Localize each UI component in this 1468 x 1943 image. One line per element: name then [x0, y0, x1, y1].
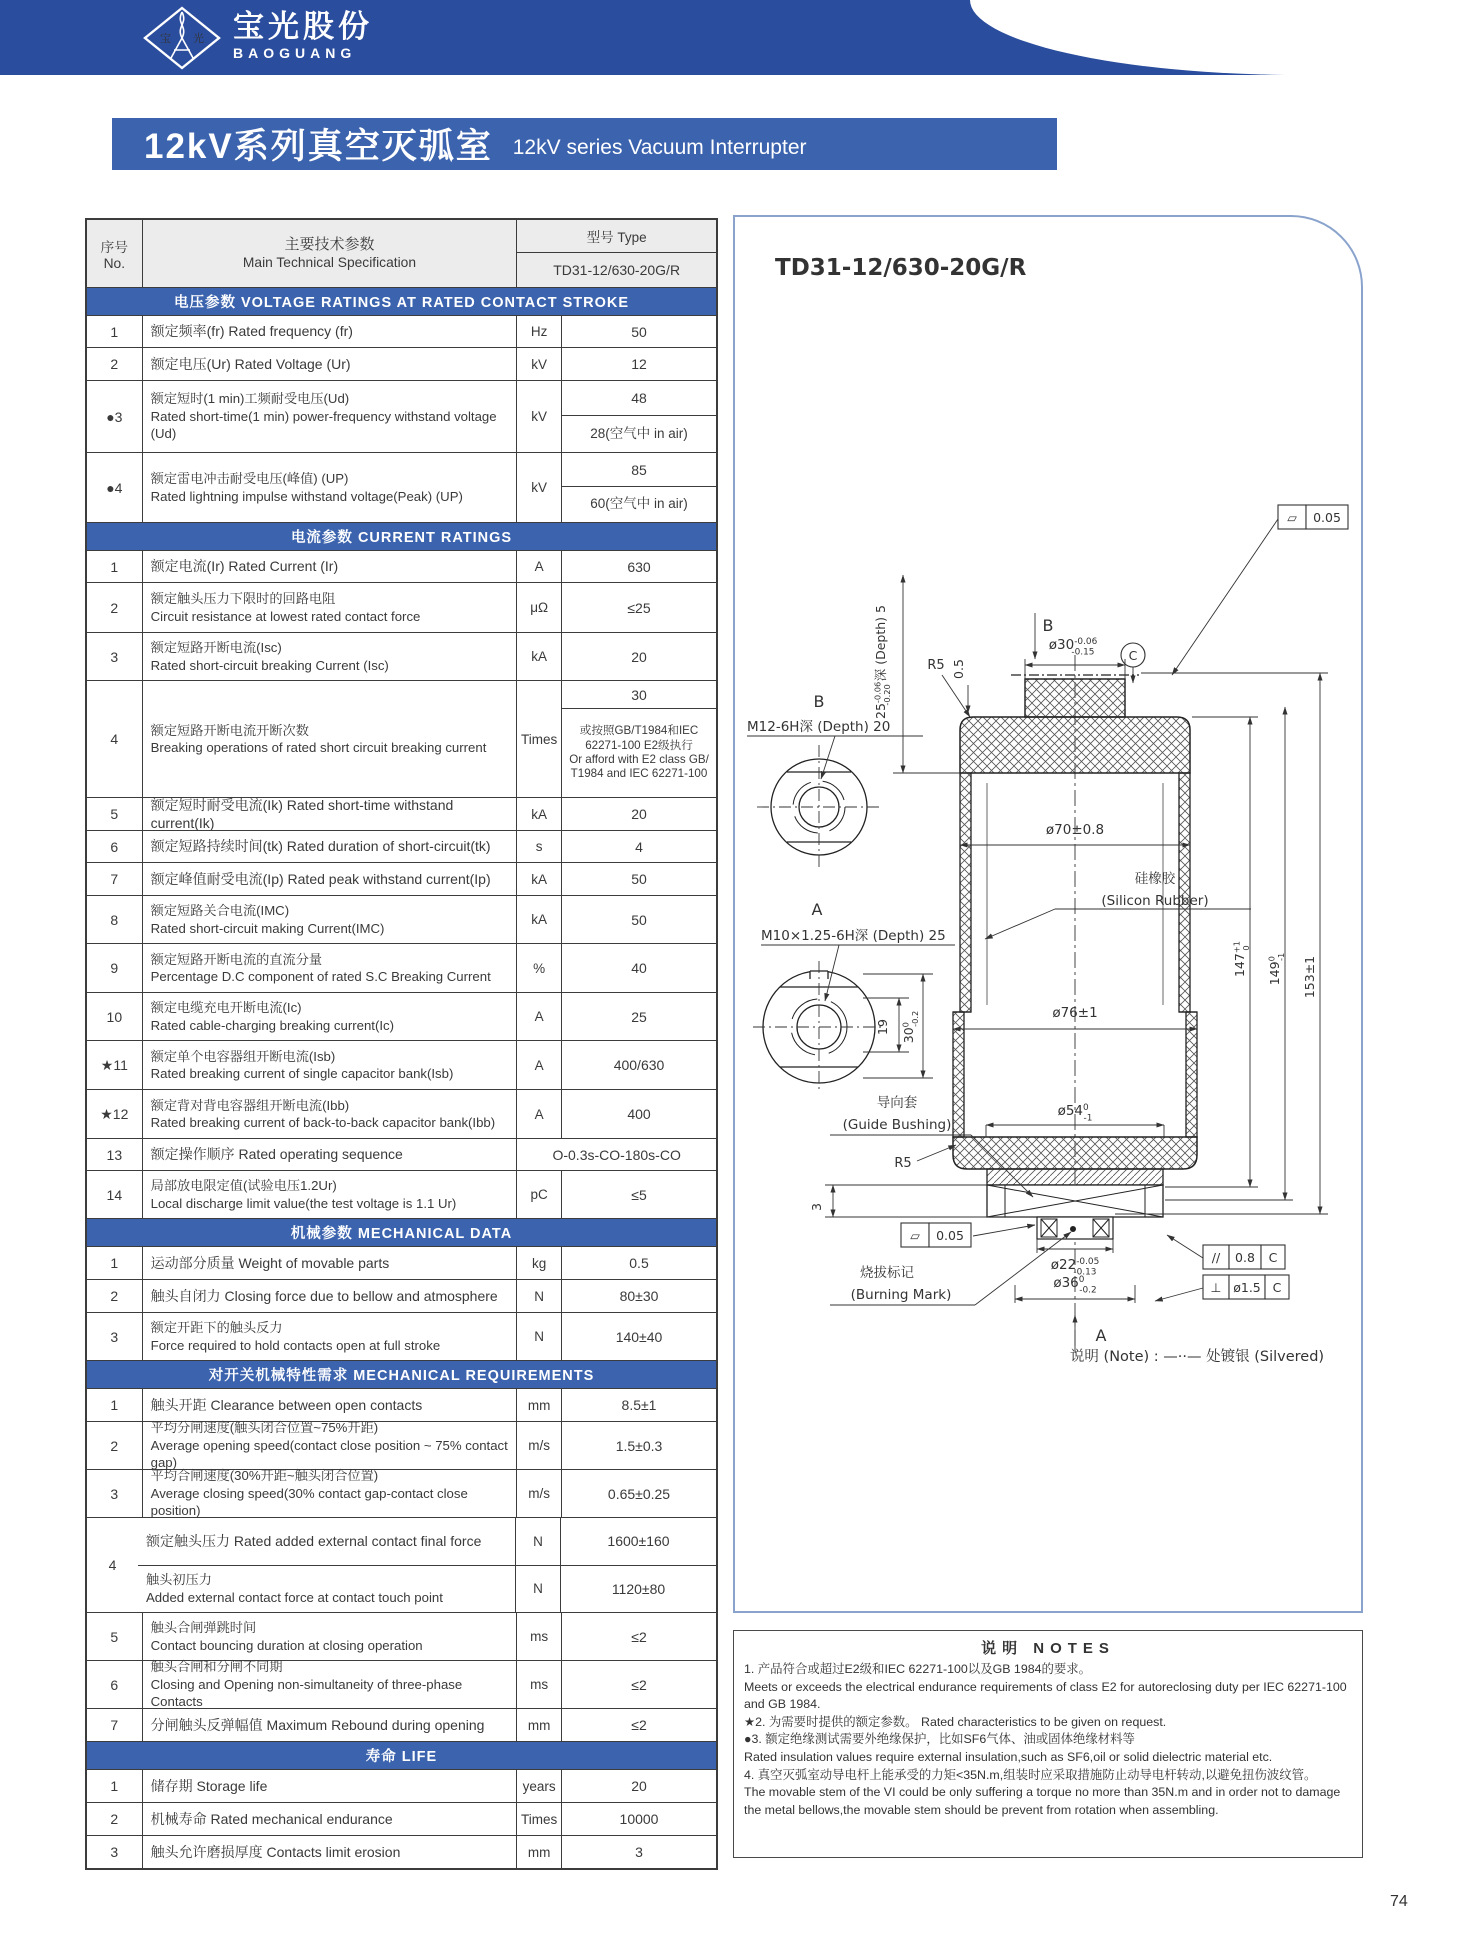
row-param: 触头自闭力 Closing force due to bellow and atmosphere [142, 1280, 517, 1312]
drawing-label: A [1095, 1326, 1107, 1345]
tolerance-frame-text: ø1.5 [1233, 1280, 1261, 1295]
row-value: ≤2 [561, 1661, 716, 1708]
row-unit: m/s [516, 1470, 561, 1517]
section-bar: 电流参数 CURRENT RATINGS [87, 522, 716, 550]
table-row [87, 1835, 716, 1868]
row-value: 50 [561, 316, 716, 347]
row-value: 10000 [561, 1803, 716, 1835]
table-row [87, 1469, 716, 1517]
header-curve-decoration [970, 0, 1468, 75]
logo-char-2: 光 [193, 32, 204, 45]
section-bar: 寿命 LIFE [87, 1741, 716, 1769]
drawing-label: (Guide Bushing) [842, 1117, 952, 1133]
technical-drawing [733, 215, 1363, 1613]
tolerance-frame-text: C [1272, 1280, 1282, 1295]
tolerance-frame-text: ▱ [1287, 510, 1297, 525]
row-unit: kA [516, 896, 561, 943]
row-unit: ms [516, 1661, 561, 1708]
table-row [87, 895, 716, 943]
row-unit: mm [516, 1836, 561, 1868]
row-no: 7 [110, 1717, 119, 1733]
row-no: 2 [110, 599, 119, 616]
row-unit: kA [516, 863, 561, 895]
row-value: 12 [561, 348, 716, 380]
tolerance-frame-text: 0.05 [1313, 510, 1341, 525]
row-param: 触头开距 Clearance between open contacts [142, 1389, 517, 1421]
table-row [87, 1660, 716, 1708]
row-unit: A [516, 551, 561, 582]
table-row [87, 992, 716, 1040]
notes-title: 说明 NOTES [981, 1640, 1115, 1657]
drawing-label: A [811, 900, 823, 919]
row-value: 1600±160 [560, 1518, 716, 1565]
table-row [87, 943, 716, 992]
row-no: 4 [108, 1557, 117, 1573]
row-unit: Times [516, 681, 561, 797]
table-row [87, 1312, 716, 1360]
row-no: 9 [110, 960, 119, 976]
tolerance-frame-text: ▱ [910, 1228, 920, 1243]
dual-subrows [138, 1518, 716, 1612]
drawing-label: ø70±0.8 [1045, 822, 1105, 838]
table-row [87, 582, 716, 632]
note-line: 1. 产品符合或超过E2级和IEC 62271-100以及GB 1984的要求。 [744, 1662, 1092, 1676]
row-param: 局部放电限定值(试验电压1.2Ur) Local discharge limit value(the test voltage is 1.1 Ur) [142, 1171, 517, 1218]
table-row [87, 830, 716, 862]
company-name-en: BAOGUANG [233, 45, 357, 61]
company-name [233, 10, 373, 62]
row-unit: A [516, 993, 561, 1040]
row-param: 额定雷电冲击耐受电压(峰值) (UP) Rated lightning impulse withstand voltage(Peak) (UP) [142, 453, 517, 522]
row-value: 80±30 [561, 1280, 716, 1312]
row-unit: kA [516, 798, 561, 830]
drawing-label: R5 [894, 1156, 912, 1171]
row-value: 50 [561, 863, 716, 895]
row-unit: A [516, 1041, 561, 1089]
row-no: 5 [110, 806, 119, 822]
table-row [87, 1138, 716, 1170]
row-no: 8 [110, 911, 119, 928]
row-unit: N [516, 1313, 561, 1360]
row-value: 1120±80 [560, 1566, 716, 1613]
row-param: 额定短时(1 min)工频耐受电压(Ud) Rated short-time(1 min) power-frequency withstand voltage (Ud) [142, 381, 517, 452]
table-row [87, 315, 716, 347]
company-logo-icon [143, 6, 221, 75]
table-row [87, 1246, 716, 1279]
row-param: 额定峰值耐受电流(Ip) Rated peak withstand current(Ip) [142, 863, 517, 895]
row-no: 3 [110, 1485, 119, 1502]
table-row [87, 1612, 716, 1660]
drawing-label: $ø22^{-0.05}$ -0.13 [1050, 1256, 1100, 1278]
row-unit: years [516, 1770, 561, 1802]
row-value: 48 28(空气中 in air) [561, 381, 716, 452]
row-param: 储存期 Storage life [142, 1770, 517, 1802]
row-value: ≤5 [561, 1171, 716, 1218]
drawing-label: R5 [927, 658, 945, 673]
table-row [87, 1708, 716, 1741]
table-row [87, 1089, 716, 1138]
row-param: 触头允许磨损厚度 Contacts limit erosion [142, 1836, 517, 1868]
row-unit: N [515, 1518, 560, 1565]
note-line: ●3. 额定绝缘测试需要外绝缘保护，比如SF6气体、油或固体绝缘材料等 [744, 1732, 1135, 1747]
table-row [87, 797, 716, 830]
drawing-label: $149^0-1$ [1266, 952, 1286, 986]
table-row [87, 632, 716, 680]
drawing-label: $ø54^0$ -1 [1057, 1102, 1093, 1124]
table-row [87, 1802, 716, 1835]
row-param: 分闸触头反弹幅值 Maximum Rebound during opening [142, 1709, 517, 1741]
table-row [87, 1517, 716, 1612]
drawing-label: $25^{-0.06}-0.20$深 (Depth) 5 [872, 605, 892, 719]
row-no: 2 [110, 1437, 119, 1454]
drawing-label: M12-6H深 (Depth) 20 [747, 719, 891, 735]
drawing-label: 硅橡胶 [1134, 871, 1176, 887]
page-title-banner [112, 118, 1057, 170]
row-param: 机械寿命 Rated mechanical endurance [142, 1803, 517, 1835]
row-value: 85 60(空气中 in air) [561, 453, 716, 522]
row-param: 额定开距下的触头反力 Force required to hold contacts open at full stroke [142, 1313, 517, 1360]
drawing-label: $ø30^{-0.06}$ -0.15 [1048, 636, 1098, 658]
logo-char-1: 宝 [160, 32, 171, 45]
type-value: TD31-12/630-20G/R [553, 262, 681, 278]
page-title-cn: 12kV系列真空灭弧室 [144, 127, 493, 166]
drawing-label: 3 [809, 1203, 824, 1211]
row-no: 2 [110, 1811, 119, 1827]
table-row [87, 347, 716, 380]
notes-box [733, 1630, 1363, 1858]
row-no: 1 [110, 1397, 119, 1413]
row-value: 20 [561, 1770, 716, 1802]
drawing-label: 烧拔标记 [860, 1265, 914, 1281]
row-value: 4 [561, 831, 716, 862]
row-no: 3 [110, 1328, 119, 1345]
row-no: 1 [110, 323, 119, 340]
row-unit: kV [516, 453, 561, 522]
row-no: ●4 [106, 479, 123, 496]
row-value: 8.5±1 [561, 1389, 716, 1421]
row-param: 触头合闸弹跳时间 Contact bouncing duration at closing operation [142, 1613, 517, 1660]
row-no: 6 [110, 1676, 119, 1693]
row-value: 20 [561, 633, 716, 680]
row-param: 额定电流(Ir) Rated Current (Ir) [142, 551, 517, 582]
row-no: ●3 [106, 408, 123, 425]
drawing-label: $147^{+1}0$ [1231, 940, 1251, 978]
row-no: 3 [110, 1844, 119, 1860]
drawing-label: TD31-12/630-20G/R [775, 255, 1027, 281]
row-unit: m/s [516, 1422, 561, 1469]
row-value: 400 [561, 1090, 716, 1138]
page-number: 74 [1390, 1893, 1408, 1910]
note-line: Rated insulation values require external insulation,such as SF6,oil or solid dielectric material etc. [744, 1750, 1273, 1765]
row-unit: kV [516, 381, 561, 452]
row-param: 额定电缆充电开断电流(Ic) Rated cable-charging breaking current(Ic) [142, 993, 517, 1040]
section-bar: 对开关机械特性需求 MECHANICAL REQUIREMENTS [87, 1360, 716, 1388]
row-value: 630 [561, 551, 716, 582]
table-row [87, 1040, 716, 1089]
page-title-en: 12kV series Vacuum Interrupter [512, 136, 807, 159]
notes-lines [744, 1661, 1352, 1819]
type-label: 型号 Type [517, 220, 716, 253]
table-row [87, 1170, 716, 1218]
row-unit: % [516, 944, 561, 992]
row-unit: ms [516, 1613, 561, 1660]
drawing-label: B [813, 692, 825, 711]
row-param: 触头初压力 Added external contact force at contact touch point [146, 1572, 443, 1605]
row-param: 额定电压(Ur) Rated Voltage (Ur) [142, 348, 517, 380]
row-param: 额定背对背电容器组开断电流(Ibb) Rated breaking current of back-to-back capacitor bank(Ibb) [142, 1090, 517, 1138]
row-unit: N [516, 1280, 561, 1312]
row-no: 6 [110, 838, 119, 855]
header-no: 序号 No. [100, 240, 129, 271]
row-unit: pC [516, 1171, 561, 1218]
row-value-merged: O-0.3s-CO-180s-CO [516, 1139, 716, 1170]
drawing-label: ø76±1 [1052, 1005, 1098, 1021]
table-row [87, 550, 716, 582]
row-param: 额定短路关合电流(IMC) Rated short-circuit making Current(IMC) [142, 896, 517, 943]
row-value: 1.5±0.3 [561, 1422, 716, 1469]
specification-table [85, 218, 718, 1870]
drawing-label: M10×1.25-6H深 (Depth) 25 [761, 928, 946, 944]
row-value: 40 [561, 944, 716, 992]
row-no: 13 [106, 1146, 123, 1163]
row-unit: kA [516, 633, 561, 680]
row-value: 25 [561, 993, 716, 1040]
row-unit: kg [516, 1247, 561, 1279]
table-row [87, 1769, 716, 1802]
drawing-label: (Burning Mark) [850, 1287, 952, 1303]
row-unit: mm [516, 1709, 561, 1741]
row-param: 触头合闸和分闸不同期 Closing and Opening non-simultaneity of three-phase Contacts [142, 1661, 517, 1708]
row-unit: A [516, 1090, 561, 1138]
tolerance-frame-text: 0.8 [1235, 1250, 1255, 1265]
table-row [87, 380, 716, 452]
row-no: 14 [106, 1186, 123, 1203]
drawing-label: 导向套 [876, 1095, 918, 1111]
tolerance-frame-text: C [1268, 1250, 1278, 1265]
sub-row [138, 1518, 716, 1565]
header-type [516, 220, 716, 287]
row-value: ≤25 [561, 583, 716, 632]
drawing-label: 19 [875, 1019, 890, 1035]
row-unit: kV [516, 348, 561, 380]
row-param: 额定单个电容器组开断电流(Isb) Rated breaking current of single capacitor bank(Isb) [142, 1041, 517, 1089]
drawing-label: C [1128, 648, 1138, 663]
table-row [87, 1388, 716, 1421]
row-value: 3 [561, 1836, 716, 1868]
row-no: 10 [106, 1008, 123, 1025]
row-value: ≤2 [561, 1613, 716, 1660]
drawing-label: $ø36^0$ -0.2 [1053, 1274, 1097, 1296]
sub-row [138, 1565, 716, 1613]
row-param: 额定触头压力下限时的回路电阻 Circuit resistance at lowest rated contact force [142, 583, 517, 632]
drawing-label: 153±1 [1302, 955, 1317, 999]
row-param: 额定短路开断电流开断次数 Breaking operations of rated short circuit breaking current [142, 681, 517, 797]
row-value: 0.5 [561, 1247, 716, 1279]
section-bar: 机械参数 MECHANICAL DATA [87, 1218, 716, 1246]
drawing-label: 0.5 [951, 659, 966, 679]
note-line: ★2. 为需要时提供的额定参数。 Rated characteristics to be given on request. [744, 1714, 1167, 1729]
row-param: 额定短路开断电流(Isc) Rated short-circuit breaking Current (Isc) [142, 633, 517, 680]
row-unit: Times [516, 1803, 561, 1835]
row-no: 2 [110, 1288, 119, 1304]
row-param: 额定操作顺序 Rated operating sequence [142, 1139, 517, 1170]
row-param: 平均合闸速度(30%开距~触头闭合位置) Average closing speed(30% contact gap-contact close position) [142, 1470, 517, 1517]
row-no: 4 [110, 731, 119, 747]
row-param: 运动部分质量 Weight of movable parts [142, 1247, 517, 1279]
row-no: ★12 [100, 1105, 129, 1122]
row-no: 7 [110, 871, 119, 887]
table-header-row [87, 220, 716, 287]
row-no: 5 [110, 1628, 119, 1645]
row-value: 0.65±0.25 [561, 1470, 716, 1517]
note-line: 4. 真空灭弧室动导电杆上能承受的力矩<35N.m,组装时应采取措施防止动导电杆转动,以避免扭伤波纹管。 [744, 1767, 1317, 1782]
drawing-label: (Silicon Rubber) [1101, 893, 1209, 909]
row-param: 平均分闸速度(触头闭合位置~75%开距) Average opening speed(contact close position ~ 75% contact gap) [142, 1422, 517, 1469]
row-unit: N [515, 1566, 560, 1613]
row-param: 额定短路开断电流的直流分量 Percentage D.C component of rated S.C Breaking Current [142, 944, 517, 992]
row-param: 额定短时耐受电流(Ik) Rated short-time withstand current(Ik) [142, 798, 517, 830]
row-value: 50 [561, 896, 716, 943]
row-no: 3 [110, 648, 119, 665]
row-no: 2 [110, 356, 119, 372]
drawing-label: 说明 (Note) : —··— 处镀银 (Silvered) [1069, 1349, 1325, 1365]
row-value: ≤2 [561, 1709, 716, 1741]
row-unit: μΩ [516, 583, 561, 632]
row-no: 1 [110, 558, 119, 575]
row-param: 额定触头压力 Rated added external contact final force [146, 1533, 482, 1550]
drawing-label: $30^0-0.2$ [900, 1010, 920, 1044]
row-param: 额定频率(fr) Rated frequency (fr) [142, 316, 517, 347]
tolerance-frame-text: 0.05 [936, 1228, 964, 1243]
header-param: 主要技术参数 Main Technical Specification [142, 220, 517, 287]
row-unit: s [516, 831, 561, 862]
row-no: ★11 [100, 1056, 128, 1073]
header-band [0, 0, 1468, 75]
row-no: 1 [110, 1255, 119, 1271]
row-value: 400/630 [561, 1041, 716, 1089]
row-unit: mm [516, 1389, 561, 1421]
section-bar: 电压参数 VOLTAGE RATINGS AT RATED CONTACT STROKE [87, 287, 716, 315]
row-unit: Hz [516, 316, 561, 347]
row-param: 额定短路持续时间(tk) Rated duration of short-circuit(tk) [142, 831, 517, 862]
table-row [87, 1279, 716, 1312]
tolerance-frame-text: // [1211, 1250, 1221, 1265]
row-value: 20 [561, 798, 716, 830]
table-row [87, 862, 716, 895]
tolerance-frame-text: ⊥ [1210, 1280, 1222, 1295]
row-no: 1 [110, 1778, 119, 1794]
table-row [87, 680, 716, 797]
row-value: 30 或按照GB/T1984和IEC 62271-100 E2级执行 Or afford with E2 class GB/ T1984 and IEC 62271-100 [561, 681, 716, 797]
note-line: Meets or exceeds the electrical endurance requirements of class E2 for autoreclosing duty per IEC 62271-100 and GB 1984. [744, 1679, 1347, 1712]
table-row [87, 1421, 716, 1469]
drawing-label: B [1042, 616, 1054, 635]
company-name-cn: 宝光股份 [233, 9, 373, 44]
note-line: The movable stem of the VI could be only suffering a torque no more than 35N.m and in order not to damage the metal bellows,the movable stem should be prevent from rotation when assembling. [744, 1785, 1341, 1817]
row-value: 140±40 [561, 1313, 716, 1360]
table-row [87, 452, 716, 522]
